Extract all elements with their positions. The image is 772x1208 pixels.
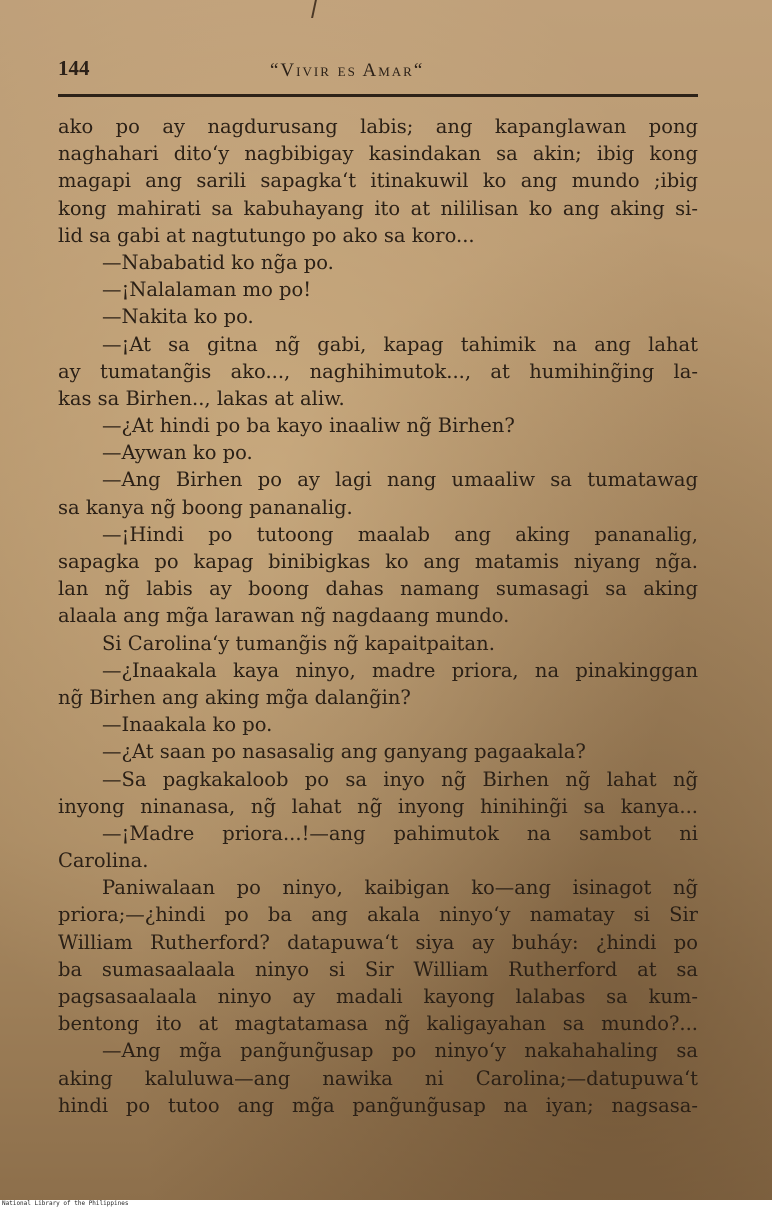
text-line: magapi ang sarili sapagka‘t itinakuwil ko ang mundo ;ibig [58, 169, 698, 193]
text-line: pagsasaalaala ninyo ay madali kayong lalabas sa kum- [58, 985, 698, 1008]
text-line: ako po ay nagdurusang labis; ang kapanglawan pong [58, 115, 698, 138]
text-line: bentong ito at magtatamasa ng̃ kaligayahan sa mundo?... [58, 1012, 698, 1036]
text-line: —Ang Birhen po ay lagi nang umaaliw sa tumatawag [102, 468, 698, 492]
text-line: sapagka po kapag binibigkas ko ang matamis niyang ng̃a. [58, 550, 698, 573]
text-line: alaala ang mg̃a larawan ng̃ nagdaang mundo. [58, 604, 510, 628]
text-line: —¡Madre priora...!—ang pahimutok na sambot ni [102, 821, 698, 845]
text-line: kong mahirati sa kabuhayang ito at nililisan ko ang aking si- [58, 196, 698, 220]
text-line: —¿At hindi po ba kayo inaaliw ng̃ Birhen? [102, 414, 515, 438]
text-line: —Inaakala ko po. [102, 713, 273, 737]
text-line: Si Carolina‘y tumang̃is ng̃ kapaitpaitan. [102, 631, 495, 655]
text-line: aking kaluluwa—ang nawika ni Carolina;—datupuwa‘t [58, 1066, 698, 1090]
text-line: William Rutherford? datapuwa‘t siya ay buháy: ¿hindi po [58, 930, 698, 954]
running-title: “Vivir es Amar“ [270, 60, 425, 81]
text-line: ba sumasaalaala ninyo si Sir William Rutherford at sa [58, 957, 698, 981]
text-line: —Sa pagkakaloob po sa inyo ng̃ Birhen ng̃ lahat ng̃ [102, 767, 698, 791]
text-line: ay tumatang̃is ako..., naghihimutok..., at humihing̃ing la- [58, 359, 698, 383]
text-line: —¿Inaakala kaya ninyo, madre priora, na pinakinggan [102, 658, 698, 682]
text-line: priora;—¿hindi po ba ang akala ninyo‘y namatay si Sir [58, 903, 698, 927]
text-line: lid sa gabi at nagtutungo po ako sa koro... [58, 223, 475, 247]
text-line: Carolina. [58, 849, 149, 873]
header-rule [58, 94, 698, 97]
text-line: —¿At saan po nasasalig ang ganyang pagaakala? [102, 740, 586, 764]
text-line: —Aywan ko po. [102, 441, 253, 465]
text-line: —Nakita ko po. [102, 305, 254, 329]
text-line: hindi po tutoo ang mg̃a pang̃ung̃usap na iyan; nagsasa- [58, 1093, 698, 1117]
text-line: —¡At sa gitna ng̃ gabi, kapag tahimik na ang lahat [102, 332, 698, 356]
page-number: 144 [58, 56, 90, 80]
text-line: ng̃ Birhen ang aking mg̃a dalang̃in? [58, 685, 411, 709]
text-line: kas sa Birhen.., lakas at aliw. [58, 386, 345, 410]
library-credit: National Library of the Philippines [2, 1200, 129, 1207]
text-line: —¡Nalalaman mo po! [102, 278, 312, 302]
page-header [58, 52, 698, 86]
margin-pencil-mark [311, 0, 317, 18]
text-line: —Nababatid ko ng̃a po. [102, 250, 334, 274]
text-line: inyong ninanasa, ng̃ lahat ng̃ inyong hinihing̃i sa kanya... [58, 794, 698, 818]
text-line: Paniwalaan po ninyo, kaibigan ko—ang isinagot ng̃ [102, 876, 698, 900]
text-line: sa kanya ng̃ boong pananalig. [58, 495, 353, 519]
text-line: —¡Hindi po tutoong maalab ang aking pananalig, [102, 522, 698, 546]
text-line: —Ang mg̃a pang̃ung̃usap po ninyo‘y nakahahaling sa [102, 1039, 698, 1063]
text-line: lan ng̃ labis ay boong dahas namang sumasagi sa aking [58, 577, 698, 601]
text-line: naghahari dito‘y nagbibigay kasindakan sa akin; ibig kong [58, 142, 698, 166]
body-text [58, 113, 698, 1119]
